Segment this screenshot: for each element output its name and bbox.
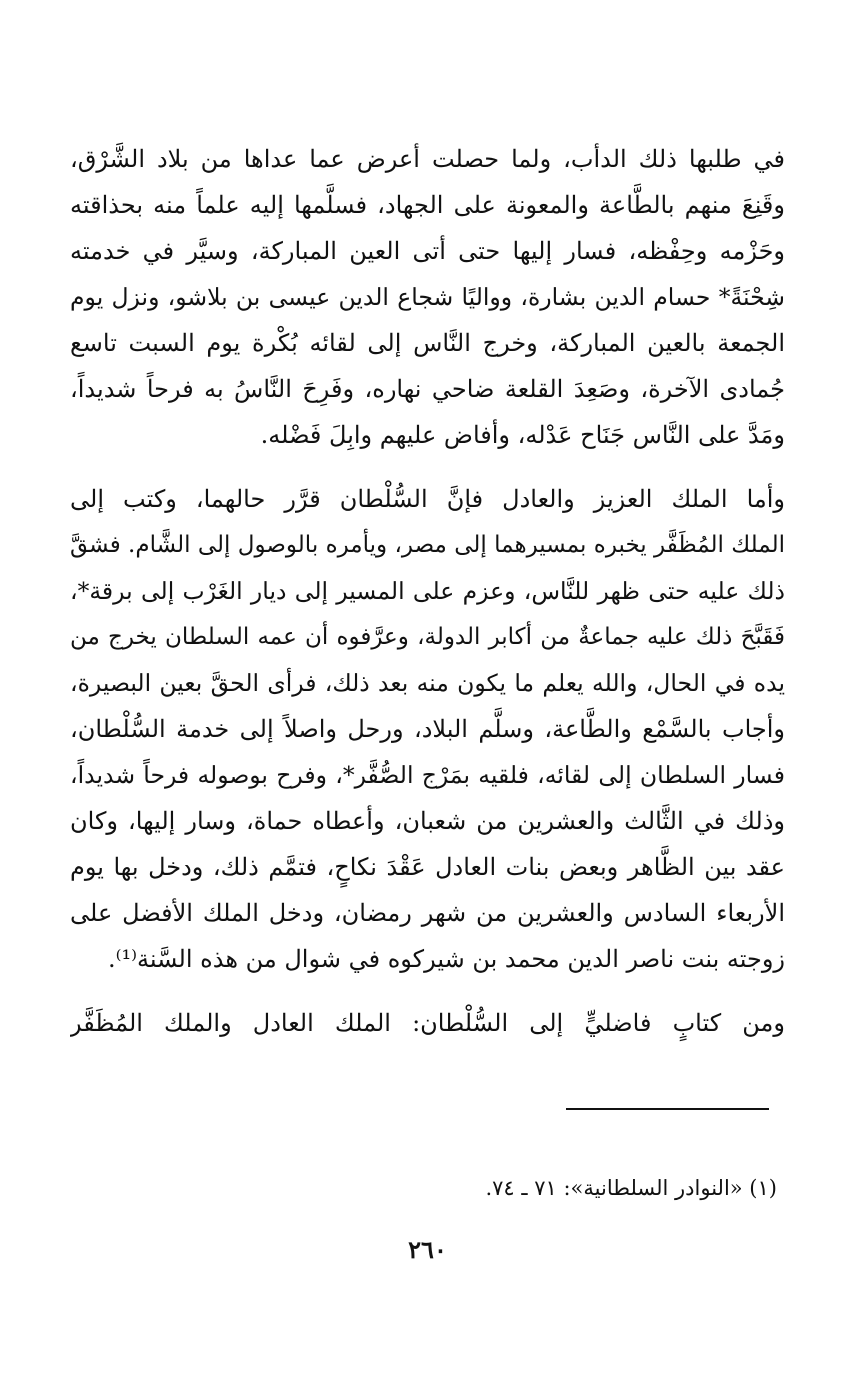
text-line: الجمعة بالعين المباركة، وخرج النَّاس إلى لقائه بُكْرة يوم السبت تاسع — [70, 329, 785, 357]
text-line: شِحْنَةً* حسام الدين بشارة، وواليًا شجاع الدين عيسى بن بلاشو، ونزل يوم — [70, 283, 785, 311]
text-line: وقَنِعَ منهم بالطَّاعة والمعونة على الجهاد، فسلَّمها إليه علماً منه بحذاقته — [70, 191, 785, 219]
text-line: جُمادى الآخرة، وصَعِدَ القلعة ضاحي نهاره، وفَرِحَ النَّاسُ به فرحاً شديداً، — [70, 375, 785, 403]
footnote: (١) «النوادر السلطانية»: ٧١ ـ ٧٤. — [485, 1176, 777, 1200]
text-line: ومن كتابٍ فاضليٍّ إلى السُّلْطان: الملك العادل والملك المُظَفَّر — [70, 1009, 785, 1037]
paragraph-2 — [70, 476, 785, 982]
footnote-separator — [566, 1108, 769, 1110]
text-line: الأربعاء السادس والعشرين من شهر رمضان، ودخل الملك الأفضل على — [70, 899, 785, 927]
text-line: يده في الحال، والله يعلم ما يكون منه بعد ذلك، فرأى الحقَّ بعين البصيرة، — [70, 669, 785, 697]
text-line: فَقَبَّحَ ذلك عليه جماعةٌ من أكابر الدولة، وعرَّفوه أن عمه السلطان يخرج من — [70, 624, 785, 650]
text-line: وحَزْمه وحِفْظه، فسار إليها حتى أتى العين المباركة، وسيَّر في خدمته — [70, 237, 785, 265]
text-line: زوجته بنت ناصر الدين محمد بن شيركوه في شوال من هذه السَّنة⁽¹⁾. — [107, 945, 785, 973]
text-line: الملك المُظَفَّر يخبره بمسيرهما إلى مصر، ويأمره بالوصول إلى الشَّام. فشقَّ — [70, 532, 785, 558]
page-number: ٢٦٠ — [408, 1235, 447, 1264]
text-line: وأجاب بالسَّمْع والطَّاعة، وسلَّم البلاد، ورحل واصلاً إلى خدمة السُّلْطان، — [70, 715, 785, 743]
text-line: ومَدَّ على النَّاس جَنَاح عَدْله، وأفاض عليهم وابِلَ فَضْله. — [260, 421, 785, 449]
text-line: فسار السلطان إلى لقائه، فلقيه بمَرْج الصُّفَّر*، وفرح بوصوله فرحاً شديداً، — [70, 761, 785, 789]
text-line: وأما الملك العزيز والعادل فإنَّ السُّلْطان قرَّر حالهما، وكتب إلى — [70, 485, 785, 513]
text-line: ذلك عليه حتى ظهر للنَّاس، وعزم على المسير إلى ديار الغَرْب إلى برقة*، — [70, 577, 785, 605]
text-line: في طلبها ذلك الدأب، ولما حصلت أعرض عما عداها من بلاد الشَّرْق، — [70, 145, 785, 173]
text-line: وذلك في الثَّالث والعشرين من شعبان، وأعطاه حماة، وسار إليها، وكان — [70, 807, 785, 835]
paragraph-3 — [70, 1000, 785, 1046]
text-line: عقد بين الظَّاهر وبعض بنات العادل عَقْدَ نكاحٍ، فتمَّم ذلك، ودخل بها يوم — [70, 853, 785, 881]
paragraph-1 — [70, 136, 785, 458]
